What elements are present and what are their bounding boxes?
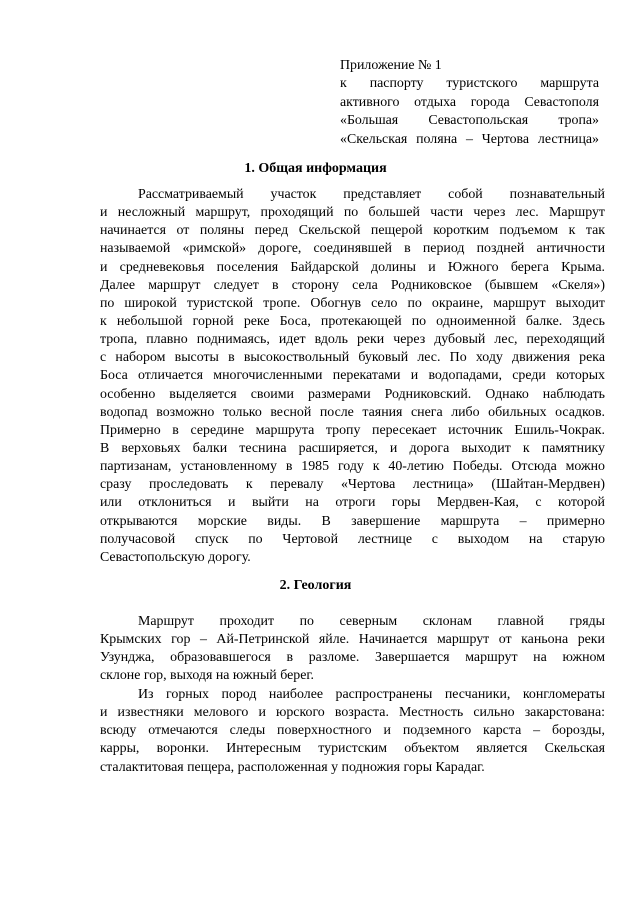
paragraph-line: и несложный маршрут, проходящий по большей части через лес. Маршрут xyxy=(100,205,605,221)
paragraph-line: и известняки мелового и юрского возраста. Местность сильно закарстована: xyxy=(100,705,605,721)
paragraph-line: сталактитовая пещера, расположенная у подножия горы Карадаг. xyxy=(100,759,485,775)
paragraph-line: тропа, плавно поднимаясь, идет вдоль реки через дубовый лес, переходящий xyxy=(100,332,605,348)
paragraph-line: партизанам, установленному в 1985 году к 40-летию Победы. Отсюда можно xyxy=(100,459,605,475)
paragraph-line: особенно выделяется своими размерами Родниковский. Однако наблюдать xyxy=(100,386,605,402)
section-2-paragraph-2 xyxy=(100,686,605,777)
appendix-number: Приложение № 1 xyxy=(340,58,442,73)
paragraph-line: по широкой туристской тропе. Обогнув село по окраине, маршрут выходит xyxy=(100,295,605,311)
paragraph-line: В верховьях балки теснина расширяется, и дорога выходит к памятнику xyxy=(100,440,605,456)
paragraph-line: Из горных пород наиболее распространены песчаники, конгломераты xyxy=(138,687,605,702)
appendix-line: к паспорту туристского маршрута xyxy=(340,76,599,92)
section-2-paragraph-1 xyxy=(100,613,605,686)
paragraph-line: называемой «римской» дороге, соединявшей в период поздней античности xyxy=(100,241,605,257)
paragraph-line: Боса отличается многочисленными перекатами и водопадами, среди которых xyxy=(100,368,605,384)
paragraph-line: сразу проследовать к перевалу «Чертова лестница» (Шайтан-Мердвен) xyxy=(100,477,605,493)
paragraph-line: начинается от поляны перед Скельской пещерой коротким подъемом к так xyxy=(100,223,605,239)
paragraph-line: водопад возможно только весной после таяния снега либо обильных осадков. xyxy=(100,404,605,420)
paragraph-line: склоне гор, выходя на южный берег. xyxy=(100,668,314,684)
paragraph-line: Маршрут проходит по северным склонам главной гряды xyxy=(138,614,605,629)
section-1-paragraph xyxy=(100,186,605,567)
appendix-line: активного отдыха города Севастополя xyxy=(340,94,599,110)
paragraph-line: Узунджа, образовавшегося в разломе. Завершается маршрут на южном xyxy=(100,650,605,666)
paragraph-line: или отклониться и выйти на отроги горы Мердвен-Кая, с которой xyxy=(100,495,605,511)
appendix-line: «Скельская поляна – Чертова лестница» xyxy=(340,131,599,147)
paragraph-line: открываются морские виды. В завершение маршрута – примерно xyxy=(100,513,605,529)
paragraph-line: Крымских гор – Ай-Петринской яйле. Начинается маршрут от каньона реки xyxy=(100,632,605,648)
paragraph-line: Рассматриваемый участок представляет собой познавательный xyxy=(138,187,605,202)
appendix-header xyxy=(340,57,599,149)
appendix-line: «Большая Севастопольская тропа» xyxy=(340,113,599,129)
section-2-title: 2. Геология xyxy=(279,578,352,593)
paragraph-line: Примерно в середине маршрута тропу пересекает источник Ешиль-Чокрак. xyxy=(100,422,605,438)
section-1-title: 1. Общая информация xyxy=(244,161,387,176)
paragraph-line: Севастопольскую дорогу. xyxy=(100,549,251,565)
paragraph-line: получасовой спуск по Чертовой лестнице с выходом на старую xyxy=(100,531,605,547)
paragraph-line: к небольшой горной реке Боса, протекающей по одноименной балке. Здесь xyxy=(100,313,605,329)
paragraph-line: Далее маршрут следует в сторону села Родниковское (бывшем «Скеля») xyxy=(100,277,605,293)
paragraph-line: с набором высоты в высокоствольный буковый лес. По ходу движения река xyxy=(100,350,605,366)
paragraph-line: всюду отмечаются следы поверхностного и подземного карста – борозды, xyxy=(100,723,605,739)
paragraph-line: карры, воронки. Интересным туристским объектом является Скельская xyxy=(100,741,605,757)
paragraph-line: и средневековья поселения Байдарской долины и Южного берега Крыма. xyxy=(100,259,605,275)
